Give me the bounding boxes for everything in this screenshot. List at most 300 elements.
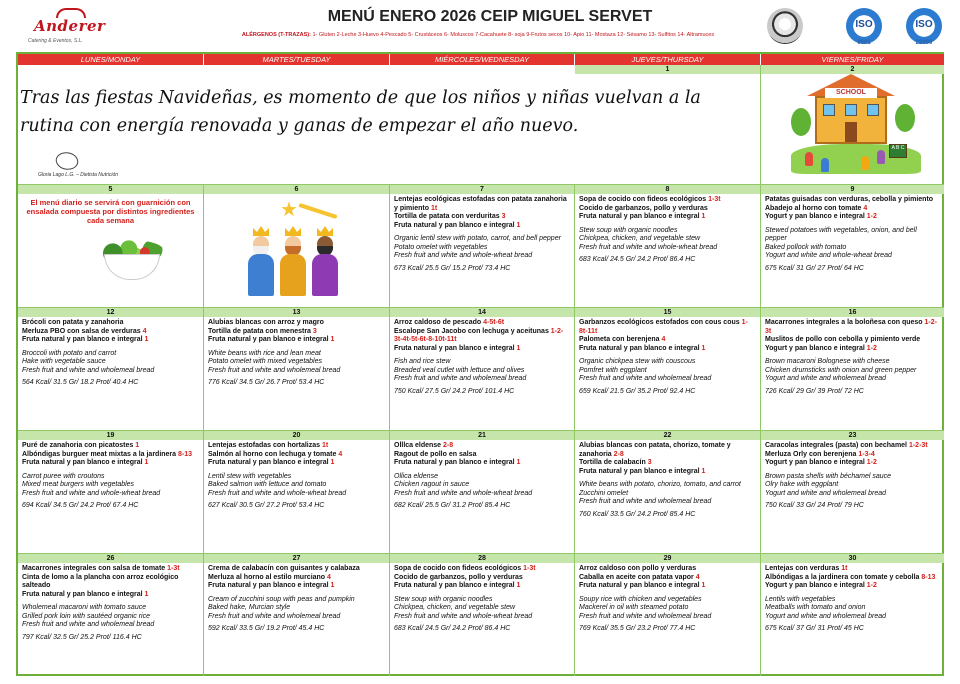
- nutrition-info: 675 Kcal/ 31 Gr/ 27 Prot/ 64 HC: [765, 264, 864, 272]
- dish-english: Brown macaroni Bolognese with cheese: [765, 358, 890, 365]
- dish-name: Lentejas ecológicas estofadas con patata zanahoria y pimiento: [394, 196, 567, 212]
- allergen-codes: 1: [701, 582, 706, 589]
- menu-content: [575, 440, 760, 521]
- dish-english: Chickpea, chicken, and vegetable stew: [394, 604, 516, 611]
- dish-name: Cocido de garbanzos, pollo y verduras: [579, 204, 708, 212]
- dish-english: Baked salmon with lettuce and tomato: [208, 481, 327, 488]
- page-title: MENÚ ENERO 2026 CEIP MIGUEL SERVET: [327, 8, 653, 25]
- dish-name: Cocido de garbanzos, pollo y verduras: [394, 573, 523, 581]
- menu-content: [390, 563, 574, 636]
- dish-spanish: [22, 442, 199, 451]
- dish-spanish: [394, 582, 570, 591]
- dish-name: Fruta natural y pan blanco e integral: [579, 582, 702, 589]
- salad-bowl-illustration: [96, 240, 166, 280]
- dish-spanish: [394, 328, 570, 345]
- day-cell-29: [575, 554, 761, 676]
- window-icon: [823, 104, 835, 116]
- crown-icon: [285, 226, 301, 236]
- dish-english: Lentil stew with vegetables: [208, 472, 292, 480]
- dish-english: Lentils with vegetables: [765, 595, 836, 603]
- day-cell-21: [390, 431, 575, 554]
- dish-english: Ollica eldense: [394, 472, 438, 480]
- dish-spanish: [579, 468, 756, 477]
- menu-content: [761, 563, 944, 636]
- day-number: 12: [18, 308, 203, 317]
- dish-spanish: [208, 574, 385, 583]
- dish-english: Stew soup with organic noodles: [579, 226, 678, 234]
- dish-name: Puré de zanahoria con picatostes: [22, 442, 136, 449]
- dish-english: Fresh fruit and white and wholemeal bread: [394, 375, 527, 382]
- day-number: 30: [761, 554, 944, 563]
- king-figure-icon: [312, 226, 338, 296]
- allergen-codes: 1-3-4: [858, 450, 875, 458]
- dish-spanish: [579, 582, 756, 591]
- dish-spanish: [765, 582, 940, 591]
- allergen-codes: 4: [695, 573, 700, 581]
- dish-english: Baked pollock with tomato: [765, 243, 847, 251]
- window-icon: [867, 104, 879, 116]
- menu-content: [761, 317, 944, 398]
- dish-english: Soupy rice with chicken and vegetables: [579, 595, 702, 603]
- dish-spanish: [208, 328, 385, 337]
- dish-spanish: [394, 213, 570, 222]
- allergen-codes: 1t: [321, 442, 329, 449]
- dish-name: Tortilla de patata con menestra: [208, 327, 313, 335]
- allergen-codes: 1: [516, 582, 521, 589]
- allergen-codes: 1: [701, 467, 706, 475]
- dish-name: Patatas guisadas con verduras, cebolla y pimiento: [765, 196, 934, 203]
- king-figure-icon: [280, 226, 306, 296]
- iso-label: ISO: [855, 19, 873, 30]
- dish-spanish: [765, 345, 940, 354]
- allergen-codes: 1-8t-11t: [579, 319, 748, 335]
- allergen-codes: 1-2: [866, 344, 877, 352]
- logo-title: Anderer: [34, 17, 106, 35]
- allergen-codes: 2-8: [613, 450, 624, 458]
- day-cell-27: [204, 554, 390, 676]
- allergens-text: 1- Gluten 2-Leche 3-Huevo 4-Pescado 5- Crustáceos 6- Moluscos 7-Cacahuete 8- soja 9-Frutos secos 10- Apio 11- Mostaza 12- Sésamo 13- Sulfitos 14- Altramuces: [310, 32, 715, 38]
- dish-spanish: [22, 336, 199, 345]
- school-sign: SCHOOL: [825, 88, 877, 98]
- allergen-codes: 1: [516, 221, 521, 229]
- dish-spanish: [208, 442, 385, 451]
- dish-spanish: [394, 196, 570, 213]
- dish-spanish: [22, 565, 199, 574]
- day-number: 5: [18, 185, 203, 194]
- day-number: 16: [761, 308, 944, 317]
- bowl-icon: [104, 254, 160, 280]
- dish-english: Brown pasta shells with béchamel sauce: [765, 472, 892, 480]
- dish-spanish: [765, 196, 940, 205]
- dish-spanish: [394, 442, 570, 451]
- dish-english: Mixed meat burgers with vegetables: [22, 481, 135, 488]
- dish-name: Fruta natural y pan blanco e integral: [208, 582, 331, 589]
- dish-name: Abadejo al horno con tomate: [765, 204, 864, 212]
- dish-name: Merluza PBO con salsa de verduras: [22, 327, 143, 335]
- dish-english: Mackerel in oil with steamed potato: [579, 604, 689, 611]
- dish-spanish: [579, 442, 756, 459]
- dish-english: Hake with vegetable sauce: [22, 358, 106, 365]
- dish-name: Yogurt y pan blanco e integral: [765, 213, 867, 220]
- day-header-monday: LUNES/MONDAY: [18, 54, 204, 65]
- dish-spanish: [22, 328, 199, 337]
- iso-number-9001: 9001: [857, 40, 871, 46]
- king-figure-icon: [248, 226, 274, 296]
- dish-name: Salmón al horno con lechuga y tomate: [208, 450, 339, 458]
- dish-name: Sopa de cocido con fideos ecológicos: [579, 196, 709, 203]
- dish-english: White beans with potato, chorizo, tomato, and carrot: [579, 481, 741, 488]
- dish-spanish: [579, 319, 756, 336]
- menu-content: [204, 440, 389, 513]
- dish-name: Crema de calabacín con guisantes y calabaza: [208, 565, 360, 572]
- day-number: 26: [18, 554, 203, 563]
- allergen-codes: 1-2-3t: [908, 442, 928, 449]
- menu-content: [390, 317, 574, 398]
- day-cell-7: [390, 185, 575, 308]
- iso-number-22000: 22000: [915, 40, 933, 46]
- dish-english: Baked hake, Murcian style: [208, 604, 291, 611]
- dish-spanish: [394, 222, 570, 231]
- dish-name: Fruta natural y pan blanco e integral: [394, 344, 517, 352]
- dish-english: Potato omelet with mixed vegetables: [208, 358, 323, 365]
- allergen-codes: 4: [661, 336, 666, 343]
- menu-content: [575, 194, 760, 267]
- dish-spanish: [765, 336, 940, 345]
- anderer-logo: [26, 8, 116, 48]
- iso-9001-badge-icon: [846, 8, 882, 44]
- dish-spanish: [579, 196, 756, 205]
- dish-name: Lentejas con verduras: [765, 565, 842, 572]
- dish-name: Caballa en aceite con patata vapor: [579, 573, 696, 581]
- allergen-codes: 1: [144, 336, 149, 343]
- nutrition-info: 776 Kcal/ 34.5 Gr/ 26.7 Prot/ 53.4 HC: [208, 379, 325, 386]
- dish-spanish: [22, 319, 199, 328]
- header: [0, 0, 960, 52]
- dish-name: Fruta natural y pan blanco e integral: [394, 582, 517, 589]
- dish-spanish: [208, 336, 385, 345]
- nutrition-info: 750 Kcal/ 33 Gr/ 24 Prot/ 79 HC: [765, 502, 864, 509]
- day-number: 15: [575, 308, 760, 317]
- day-header-thursday: JUEVES/THURSDAY: [575, 54, 761, 65]
- dish-english: Fresh fruit and white and whole-wheat bread: [208, 489, 347, 497]
- allergen-codes: 1: [330, 582, 335, 589]
- dish-english: Fresh fruit and white and whole-wheat bread: [394, 489, 533, 497]
- dish-english: Fresh fruit and white and wholemeal bread: [208, 366, 341, 374]
- nutrition-info: 769 Kcal/ 35.5 Gr/ 23.2 Prot/ 77.4 HC: [579, 625, 696, 632]
- allergen-codes: 1: [701, 344, 706, 352]
- day-cell-22: [575, 431, 761, 554]
- robe-icon: [312, 254, 338, 296]
- day-header-tuesday: MARTES/TUESDAY: [204, 54, 390, 65]
- day-cell-14: [390, 308, 575, 431]
- dish-spanish: [765, 319, 940, 336]
- dish-name: Alubias blancas con patata, chorizo, tomate y zanahoria: [579, 442, 731, 458]
- dish-name: Cinta de lomo a la plancha con arroz ecológico salteado: [22, 573, 179, 589]
- logo-subtitle: Catering & Eventos, S.L.: [28, 38, 83, 44]
- allergen-codes: 1: [330, 336, 335, 343]
- dish-spanish: [579, 336, 756, 345]
- allergen-codes: 2-8: [443, 442, 454, 449]
- dish-name: Tortilla de patata con verduritas: [394, 213, 502, 220]
- dish-spanish: [22, 451, 199, 460]
- day-cell-30: [761, 554, 944, 676]
- allergens-label: ALÉRGENOS (T-TRAZAS):: [241, 32, 311, 38]
- dish-name: Muslitos de pollo con cebolla y pimiento verde: [765, 336, 921, 343]
- menu-content: [18, 440, 203, 513]
- nutrition-info: 673 Kcal/ 25.5 Gr/ 15.2 Prot/ 73.4 HC: [394, 264, 511, 272]
- dish-english: Grilled pork loin with sautéed organic rice: [22, 612, 151, 620]
- nutritionist-signature: [38, 152, 119, 178]
- day-cell-15: [575, 308, 761, 431]
- dish-name: Sopa de cocido con fideos ecológicos: [394, 565, 524, 572]
- day-number: 1: [575, 65, 760, 74]
- allergen-codes: 1-3t: [523, 565, 536, 572]
- dish-english: Fresh fruit and white and whole-wheat bread: [394, 612, 533, 620]
- allergen-codes: 1: [516, 344, 521, 352]
- nutrition-info: 659 Kcal/ 21.5 Gr/ 35.2 Prot/ 92.4 HC: [579, 387, 696, 395]
- day-number: 14: [390, 308, 574, 317]
- nutrition-info: 627 Kcal/ 30.5 Gr/ 27.2 Prot/ 53.4 HC: [208, 502, 325, 509]
- dish-english: Fresh fruit and white and wholemeal bread: [579, 612, 712, 620]
- menu-content: [575, 563, 760, 636]
- dish-name: Albóndigas a la jardinera con tomate y cebolla: [765, 573, 922, 581]
- holiday-notice: Tras las fiestas Navideñas, es momento de que los niños y niñas vuelvan a la rutina con energía renovada y ganas de empezar el año nuevo.: [20, 88, 701, 136]
- dish-english: Stewed potatoes with vegetables, onion, and bell pepper: [765, 226, 917, 242]
- day-number: 28: [390, 554, 574, 563]
- dish-name: Fruta natural y pan blanco e integral: [579, 213, 702, 220]
- tree-icon: [791, 108, 811, 136]
- dish-english: Chicken drumsticks with onion and green pepper: [765, 366, 917, 374]
- day-cell-28: [390, 554, 575, 676]
- nutrition-info: 683 Kcal/ 24.5 Gr/ 24.2 Prot/ 86.4 HC: [579, 256, 696, 263]
- dish-english: Fish and rice stew: [394, 358, 451, 365]
- dish-spanish: [394, 319, 570, 328]
- dish-name: Fruta natural y pan blanco e integral: [394, 459, 517, 466]
- dish-spanish: [579, 565, 756, 574]
- day-cell-16: [761, 308, 944, 431]
- allergens-legend: [178, 32, 778, 38]
- day-number: 21: [390, 431, 574, 440]
- door-icon: [845, 122, 857, 142]
- dish-name: Yogurt y pan blanco e integral: [765, 344, 867, 352]
- tree-icon: [895, 104, 915, 132]
- allergen-codes: 1-2: [866, 459, 877, 466]
- day-cell-13: [204, 308, 390, 431]
- garnish-note: El menú diario se servirá con guarnición con ensalada compuesta por distintos ingredientes cada semana: [26, 198, 195, 225]
- comet-tail-icon: [298, 203, 337, 219]
- dish-english: Potato omelet with vegetables: [394, 243, 488, 251]
- dish-english: Meatballs with tomato and onion: [765, 604, 866, 611]
- dish-english: Chickpea, chicken, and vegetable stew: [579, 235, 701, 242]
- dish-english: Chicken ragout in sauce: [394, 481, 470, 488]
- menu-content: [390, 440, 574, 513]
- child-icon: [821, 158, 829, 172]
- dish-spanish: [394, 451, 570, 460]
- dish-spanish: [22, 459, 199, 468]
- dish-english: Fresh fruit and white and wholemeal bread: [208, 612, 341, 620]
- dish-spanish: [579, 345, 756, 354]
- dish-spanish: [765, 205, 940, 214]
- dish-english: Stew soup with organic noodles: [394, 595, 493, 603]
- dish-english: Yogurt and white and wholemeal bread: [765, 489, 887, 497]
- dish-spanish: [765, 565, 940, 574]
- nutrition-info: 797 Kcal/ 32.5 Gr/ 25.2 Prot/ 116.4 HC: [22, 633, 142, 641]
- child-icon: [805, 152, 813, 166]
- dish-english: Broccoli with potato and carrot: [22, 349, 117, 357]
- dish-english: Zucchini omelet: [579, 489, 629, 497]
- dish-name: Albóndigas burguer meat mixtas a la jardinera: [22, 450, 178, 458]
- robe-icon: [248, 254, 274, 296]
- dish-english: Yogurt and white and whole-wheat bread: [765, 252, 892, 259]
- dish-name: Yogurt y pan blanco e integral: [765, 582, 867, 589]
- nutrition-info: 750 Kcal/ 27.5 Gr/ 24.2 Prot/ 101.4 HC: [394, 387, 515, 395]
- day-number: 27: [204, 554, 389, 563]
- day-number: 20: [204, 431, 389, 440]
- dish-english: Fresh fruit and white and whole-wheat bread: [394, 252, 533, 259]
- allergen-codes: 1: [516, 459, 521, 466]
- robe-icon: [280, 254, 306, 296]
- nutrition-info: 675 Kcal/ 37 Gr/ 31 Prot/ 45 HC: [765, 625, 864, 632]
- day-header-friday: VIERNES/FRIDAY: [761, 54, 944, 65]
- day-number: 23: [761, 431, 944, 440]
- child-icon: [861, 156, 869, 170]
- dish-name: Arroz caldoso de pescado: [394, 319, 484, 326]
- dish-english: Organic lentil stew with potato, carrot, and bell pepper: [394, 235, 561, 242]
- menu-content: [575, 317, 760, 398]
- dish-name: Lentejas estofadas con hortalizas: [208, 442, 322, 449]
- day-number: 13: [204, 308, 389, 317]
- day-cell-23: [761, 431, 944, 554]
- signature-caption: Gloria Lago L.G. – Dietista Nutrición: [38, 172, 119, 178]
- allergen-codes: 1: [135, 442, 140, 449]
- school-crest-icon: [767, 8, 803, 44]
- crown-icon: [253, 226, 269, 236]
- dish-spanish: [765, 451, 940, 460]
- dish-english: Fresh fruit and white and whole-wheat bread: [22, 489, 161, 497]
- dish-name: Escalope San Jacobo con lechuga y aceitunas: [394, 327, 551, 335]
- dish-name: Fruta natural y pan blanco e integral: [579, 344, 702, 352]
- day-number: 19: [18, 431, 203, 440]
- dish-spanish: [208, 582, 385, 591]
- day-cell-19: [18, 431, 204, 554]
- menu-content: [761, 440, 944, 513]
- day-number: 2: [761, 65, 944, 74]
- dish-english: Yogurt and white and wholemeal bread: [765, 375, 887, 382]
- dish-name: Arroz caldoso con pollo y verduras: [579, 565, 697, 572]
- day-cell-8: [575, 185, 761, 308]
- dish-name: Palometa con berenjena: [579, 336, 662, 343]
- nutrition-info: 726 Kcal/ 29 Gr/ 39 Prot/ 72 HC: [765, 387, 864, 395]
- dish-english: Breaded veal cutlet with lettuce and olives: [394, 366, 525, 374]
- allergen-codes: 1-2-3t: [765, 319, 937, 335]
- dish-name: Ragout de pollo en salsa: [394, 450, 477, 458]
- menu-content: [204, 563, 389, 636]
- dish-name: Fruta natural y pan blanco e integral: [22, 590, 145, 598]
- dish-spanish: [22, 574, 199, 591]
- nutrition-info: 592 Kcal/ 33.5 Gr/ 19.2 Prot/ 45.4 HC: [208, 625, 325, 632]
- nutrition-info: 760 Kcal/ 33.5 Gr/ 24.2 Prot/ 85.4 HC: [579, 510, 696, 518]
- dish-spanish: [765, 574, 940, 583]
- window-icon: [845, 104, 857, 116]
- dish-name: Fruta natural y pan blanco e integral: [208, 336, 331, 343]
- dish-spanish: [394, 565, 570, 574]
- menu-content: [204, 317, 389, 390]
- dish-spanish: [579, 459, 756, 468]
- dish-spanish: [208, 565, 385, 574]
- three-kings-illustration: [228, 200, 358, 300]
- allergen-codes: 1: [330, 459, 335, 466]
- menu-content: [18, 563, 203, 644]
- nutrition-info: 683 Kcal/ 24.5 Gr/ 24.2 Prot/ 86.4 HC: [394, 625, 511, 632]
- dish-name: Merluza Orly con berenjena: [765, 450, 859, 458]
- dish-spanish: [208, 319, 385, 328]
- dish-spanish: [208, 459, 385, 468]
- allergen-codes: 1-2-3t-4t-5t-6t-8-10t-11t: [394, 327, 564, 343]
- allergen-codes: 8-13: [921, 573, 936, 581]
- nutrition-info: 694 Kcal/ 34.5 Gr/ 24.2 Prot/ 67.4 HC: [22, 502, 139, 509]
- dish-name: Fruta natural y pan blanco e integral: [394, 221, 517, 229]
- school-illustration: [791, 74, 921, 178]
- iso-22000-badge-icon: [906, 8, 942, 44]
- dish-name: Brócoli con patata y zanahoria: [22, 319, 124, 326]
- dish-spanish: [579, 205, 756, 214]
- dish-spanish: [765, 442, 940, 451]
- menu-content: [390, 194, 574, 275]
- allergen-codes: 1: [144, 459, 149, 466]
- dish-name: Fruta natural y pan blanco e integral: [22, 459, 145, 466]
- dish-english: Carrot puree with croutons: [22, 472, 105, 480]
- dish-name: Macarrones integrales a la boloñesa con queso: [765, 319, 925, 326]
- dish-name: Caracolas integrales (pasta) con bechamel: [765, 442, 909, 449]
- dish-name: Fruta natural y pan blanco e integral: [579, 467, 702, 475]
- day-cell-9: [761, 185, 944, 308]
- allergen-codes: 1: [144, 590, 149, 598]
- dish-spanish: [394, 574, 570, 583]
- dish-spanish: [394, 459, 570, 468]
- allergen-codes: 4: [338, 450, 343, 458]
- dish-name: Tortilla de calabacín: [579, 459, 648, 466]
- dish-english: Pomfret with eggplant: [579, 366, 647, 374]
- allergen-codes: 4: [863, 204, 868, 212]
- menu-content: [18, 194, 203, 227]
- day-cell-26: [18, 554, 204, 676]
- allergen-codes: 4: [327, 573, 331, 581]
- allergen-codes: 1t: [430, 204, 438, 212]
- menu-content: [18, 317, 203, 390]
- day-number: 6: [204, 185, 389, 194]
- allergen-codes: 1t: [841, 565, 848, 572]
- day-number: 9: [761, 185, 944, 194]
- dish-english: Fresh fruit and white and wholemeal bread: [579, 498, 712, 505]
- allergen-codes: 3: [312, 327, 317, 335]
- dish-name: Garbanzos ecológicos estofados con cous cous: [579, 319, 742, 326]
- dish-english: Organic chickpea stew with couscous: [579, 358, 696, 365]
- dish-english: Yogurt and white and wholemeal bread: [765, 612, 887, 620]
- day-number: 8: [575, 185, 760, 194]
- chalkboard: A B C: [889, 144, 907, 158]
- allergen-codes: 4: [142, 327, 147, 335]
- crown-icon: [317, 226, 333, 236]
- dish-spanish: [579, 574, 756, 583]
- day-number: 7: [390, 185, 574, 194]
- dish-english: Fresh fruit and white and whole-wheat bread: [579, 243, 718, 251]
- dish-name: Alubias blancas con arroz y magro: [208, 319, 324, 326]
- child-icon: [877, 150, 885, 164]
- dish-english: Olry hake with eggplant: [765, 481, 839, 488]
- day-cell-12: [18, 308, 204, 431]
- dish-english: Wholemeal macaroni with tomato sauce: [22, 604, 147, 611]
- menu-content: [761, 194, 944, 275]
